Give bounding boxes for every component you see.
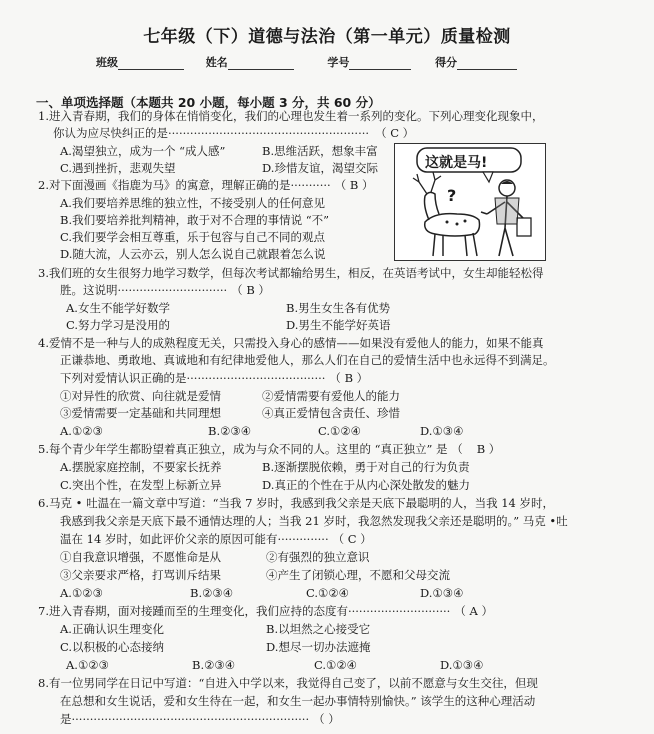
q1-option-d: D.珍惜友谊，渴望交际 — [262, 161, 378, 175]
q1-option-c: C.遇到挫折，悲观失望 — [60, 161, 176, 175]
q8-stem-line1: 8.有一位男同学在日记中写道：“自进入中学以来，我觉得自己变了，以前不愿意与女生交往，但现 — [38, 676, 538, 690]
q4-statement-2: ②爱情需要有爱他人的能力 — [262, 389, 400, 403]
class-blank[interactable] — [118, 57, 184, 70]
q8-answer: （ ） — [313, 712, 340, 726]
cartoon-question-mark: ? — [447, 186, 457, 205]
section-title: 一、单项选择题（本题共 20 小题，每小题 3 分，共 60 分） — [36, 95, 381, 110]
q1-option-b: B.思维活跃，想象丰富 — [262, 144, 378, 158]
q7-option-b: B.②③④ — [192, 658, 236, 672]
q7-stem-text: 7.进入青春期，面对接踵而至的生理变化，我们应持的态度有···························· — [38, 604, 451, 618]
q5-option-a: A.摆脱家庭控制，不要家长抚养 — [60, 460, 222, 474]
q6-stem-line2: 我感到我父亲是天底下最不通情达理的人；当我 21 岁时，我忽然发现我父亲还是聪明的。” 马克 •吐 — [60, 514, 568, 528]
q2-stem — [38, 178, 373, 192]
score-blank[interactable] — [457, 57, 517, 70]
q2-option-d: D.随大流，人云亦云，别人怎么说自己就跟着怎么说 — [60, 247, 326, 261]
q2-option-a: A.我们要培养思维的独立性，不接受别人的任何意见 — [60, 196, 325, 210]
q6-statement-4: ④产生了闭锁心理，不愿和父母交流 — [266, 568, 450, 582]
q6-statement-2: ②有强烈的独立意识 — [266, 550, 370, 564]
q3-stem-line1: 3.我们班的女生很努力地学习数学，但每次考试都输给男生，相反，在英语考试中，女生却能轻松得 — [38, 266, 544, 280]
score-label: 得分 — [435, 56, 458, 69]
q3-option-b: B.男生女生各有优势 — [286, 301, 391, 315]
q4-option-a: A.①②③ — [60, 424, 103, 438]
q1-stem-text: 你认为应尽快纠正的是······················································· — [53, 126, 370, 140]
q6-stem-line3 — [60, 532, 372, 546]
q4-stem-line2: 正谦恭地、勇敢地、真诚地和有纪律地爱他人，那么人们在自己的爱情生活中也永远得不到满足。 — [60, 353, 555, 367]
id-label: 学号 — [327, 56, 350, 69]
q3-option-d: D.男生不能学好英语 — [286, 318, 391, 332]
q4-stem-line1: 4.爱情不是一种与人的成熟程度无关，只需投入身心的感情——如果没有爱他人的能力，如果不能真 — [38, 336, 544, 350]
name-blank[interactable] — [228, 57, 294, 70]
q8-stem-text: 是································································· — [60, 712, 310, 726]
q7-statement-b: B.以坦然之心接受它 — [266, 622, 371, 636]
q7-statement-d: D.想尽一切办法遮掩 — [266, 640, 371, 654]
q1-option-a: A.渴望独立，成为一个 “成人感” — [60, 144, 226, 158]
q6-statement-1: ①自我意识增强，不愿惟命是从 — [60, 550, 221, 564]
q5-stem — [38, 442, 500, 456]
q3-stem-text: 胜。这说明······························ — [60, 283, 228, 297]
q3-stem-line2 — [60, 283, 270, 297]
q8-stem-line3 — [60, 712, 340, 726]
q6-stem-text: 温在 14 岁时，如此评价父亲的原因可能有·············· — [60, 532, 329, 546]
q4-stem-line3 — [60, 371, 368, 385]
q7-option-c: C.①②④ — [314, 658, 357, 672]
cartoon-deer-horse — [394, 143, 546, 261]
q2-option-b: B.我们要培养批判精神，敢于对不合理的事情说 “不” — [60, 213, 330, 227]
q6-stem-line1: 6.马克 • 吐温在一篇文章中写道：“当我 7 岁时，我感到我父亲是天底下最聪明的人，当我 14 岁时， — [38, 496, 555, 510]
q4-statement-3: ③爱情需要一定基础和共同理想 — [60, 406, 221, 420]
q6-option-b: B.②③④ — [190, 586, 234, 600]
q5-option-d: D.真正的个性在于从内心深处散发的魅力 — [262, 478, 470, 492]
q7-option-d: D.①③④ — [440, 658, 484, 672]
q3-answer: （ B ） — [231, 283, 270, 297]
id-blank[interactable] — [349, 57, 411, 70]
q6-option-a: A.①②③ — [60, 586, 103, 600]
name-label: 姓名 — [205, 56, 228, 69]
q4-option-b: B.②③④ — [208, 424, 252, 438]
cartoon-caption: 这就是马! — [425, 155, 488, 171]
q4-stem-text: 下列对爱情认识正确的是······································ — [60, 371, 326, 385]
q6-answer: （ C ） — [332, 532, 372, 546]
q4-option-c: C.①②④ — [318, 424, 361, 438]
q2-stem-text: 2.对下面漫画《指鹿为马》的寓意，理解正确的是··········· — [38, 178, 331, 192]
q2-option-c: C.我们要学会相互尊重，乐于包容与自己不同的观点 — [60, 230, 326, 244]
q1-answer: （ C ） — [375, 126, 415, 140]
q7-stem — [38, 604, 493, 618]
q5-stem-text: 5.每个青少年学生都盼望着真正独立，成为与众不同的人。这里的 “真正独立” 是 （ — [38, 442, 463, 456]
q7-answer: （ A ） — [454, 604, 493, 618]
page-title: 七年级（下）道德与法治（第一单元）质量检测 — [143, 27, 511, 47]
q3-option-a: A.女生不能学好数学 — [66, 301, 170, 315]
q1-stem-line1: 1.进入青春期，我们的身体在悄悄变化，我们的心理也发生着一系列的变化。下列心理变化现象中， — [38, 109, 544, 123]
q4-statement-1: ①对异性的欣赏、向往就是爱情 — [60, 389, 221, 403]
class-label: 班级 — [96, 56, 118, 69]
q5-option-b: B.逐渐摆脱依赖，勇于对自己的行为负责 — [262, 460, 470, 474]
q6-statement-3: ③父亲要求严格，打骂训斥结果 — [60, 568, 221, 582]
q4-answer: （ B ） — [329, 371, 369, 385]
q7-option-a: A.①②③ — [66, 658, 109, 672]
student-info-row — [96, 54, 517, 70]
q3-option-c: C.努力学习是没用的 — [66, 318, 171, 332]
q6-option-d: D.①③④ — [420, 586, 464, 600]
q4-option-d: D.①③④ — [420, 424, 464, 438]
q4-statement-4: ④真正爱情包含责任、珍惜 — [262, 406, 400, 420]
q7-statement-c: C.以积极的心态接纳 — [60, 640, 165, 654]
q5-answer: B ） — [476, 442, 501, 456]
q1-stem-line2 — [53, 126, 414, 140]
q2-answer: （ B ） — [334, 178, 374, 192]
q6-option-c: C.①②④ — [306, 586, 349, 600]
q5-option-c: C.突出个性，在发型上标新立异 — [60, 478, 222, 492]
q7-statement-a: A.正确认识生理变化 — [60, 622, 164, 636]
q8-stem-line2: 在总想和女生说话，爱和女生待在一起，和女生一起办事情特别愉快。” 该学生的这种心理活动 — [60, 694, 536, 708]
